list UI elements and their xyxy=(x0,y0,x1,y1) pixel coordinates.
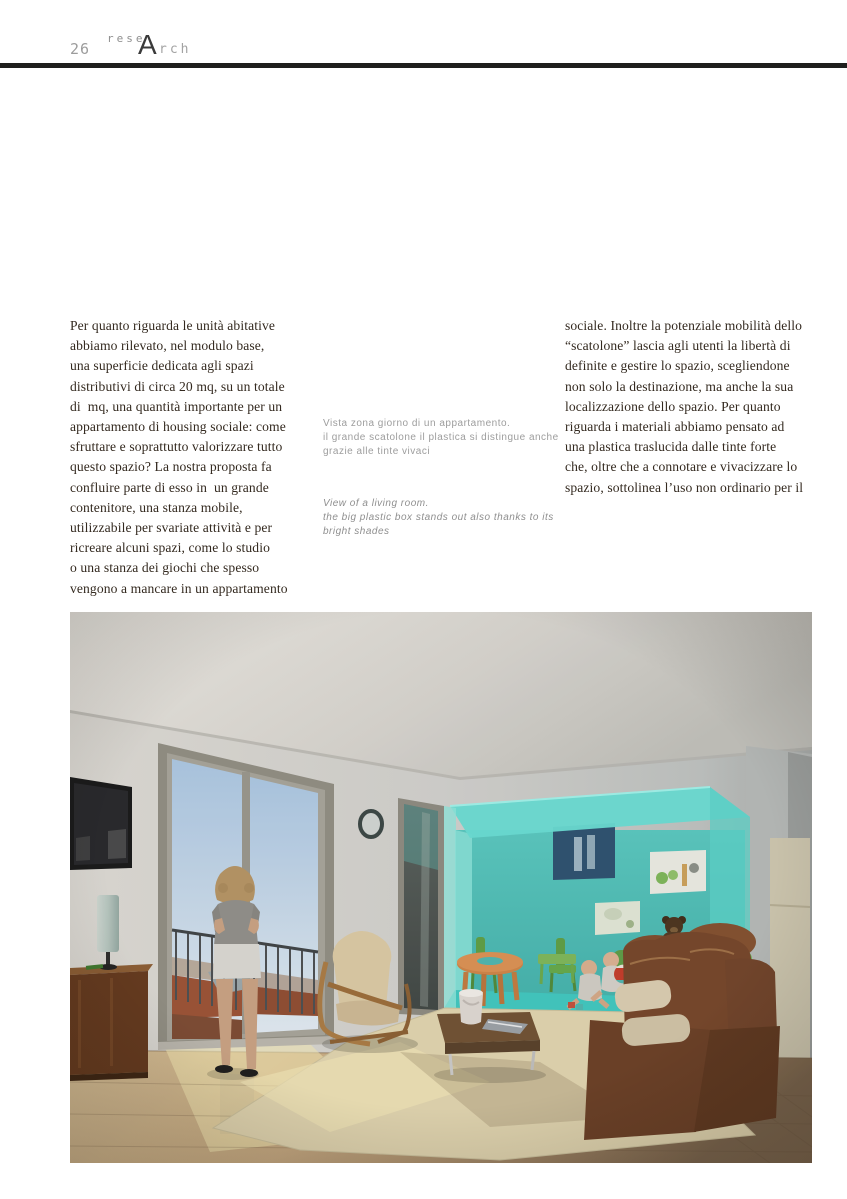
magazine-logo-capital: A xyxy=(138,29,157,60)
text-line: appartamento di housing sociale: come xyxy=(70,419,286,435)
header-rule xyxy=(0,63,847,68)
text-line: grazie alle tinte vivaci xyxy=(323,446,431,457)
magazine-logo-prefix: rese xyxy=(107,32,146,45)
photo-vignette xyxy=(70,612,812,1163)
text-line: di mq, una quantità importante per un xyxy=(70,398,283,414)
text-line: non solo la destinazione, ma anche la sua xyxy=(565,378,794,394)
caption-italian xyxy=(323,417,559,459)
text-line: sfruttare e soprattutto valorizzare tutto xyxy=(70,439,283,455)
page-number: 26 xyxy=(70,40,91,58)
text-line: una plastica traslucida dalle tinte forte xyxy=(565,439,777,455)
text-line: il grande scatolone il plastica si distingue anche xyxy=(323,432,559,443)
text-line: “scatolone” lascia agli utenti la libertà di xyxy=(565,338,791,354)
text-line: distributivi di circa 20 mq, su un totale xyxy=(70,378,285,394)
text-line: abbiamo rilevato, nel modulo base, xyxy=(70,338,265,354)
text-line: spazio, sottolinea l’uso non ordinario per il xyxy=(565,479,804,495)
magazine-logo-suffix: rch xyxy=(159,42,192,57)
text-line: bright shades xyxy=(323,526,390,537)
text-line: che, oltre che a connotare e vivacizzare lo xyxy=(565,459,798,475)
text-line: o una stanza dei giochi che spesso xyxy=(70,560,260,576)
text-line: localizzazione dello spazio. Per quanto xyxy=(565,398,781,414)
article-column-left xyxy=(70,316,288,599)
text-line: Vista zona giorno di un appartamento. xyxy=(323,418,511,429)
text-line: una superficie dedicata agli spazi xyxy=(70,358,254,374)
text-line: vengono a mancare in un appartamento xyxy=(70,580,288,596)
text-line: Per quanto riguarda le unità abitative xyxy=(70,318,275,333)
text-line: ricreare alcuni spazi, come lo studio xyxy=(70,540,270,556)
caption-english xyxy=(323,497,554,539)
text-line: View of a living room. xyxy=(323,498,429,509)
living-room-render xyxy=(70,612,812,1163)
article-column-right xyxy=(565,316,803,498)
text-line: riguarda i materiali abbiamo pensato ad xyxy=(565,419,785,435)
text-line: confluire parte di esso in un grande xyxy=(70,479,269,495)
text-line: utilizzabile per svariate attività e per xyxy=(70,520,273,536)
text-line: the big plastic box stands out also thanks to its xyxy=(323,512,554,523)
text-line: sociale. Inoltre la potenziale mobilità dello xyxy=(565,318,803,333)
text-line: definite e gestire lo spazio, scegliendone xyxy=(565,358,790,374)
text-line: questo spazio? La nostra proposta fa xyxy=(70,459,272,475)
text-line: contenitore, una stanza mobile, xyxy=(70,499,243,515)
